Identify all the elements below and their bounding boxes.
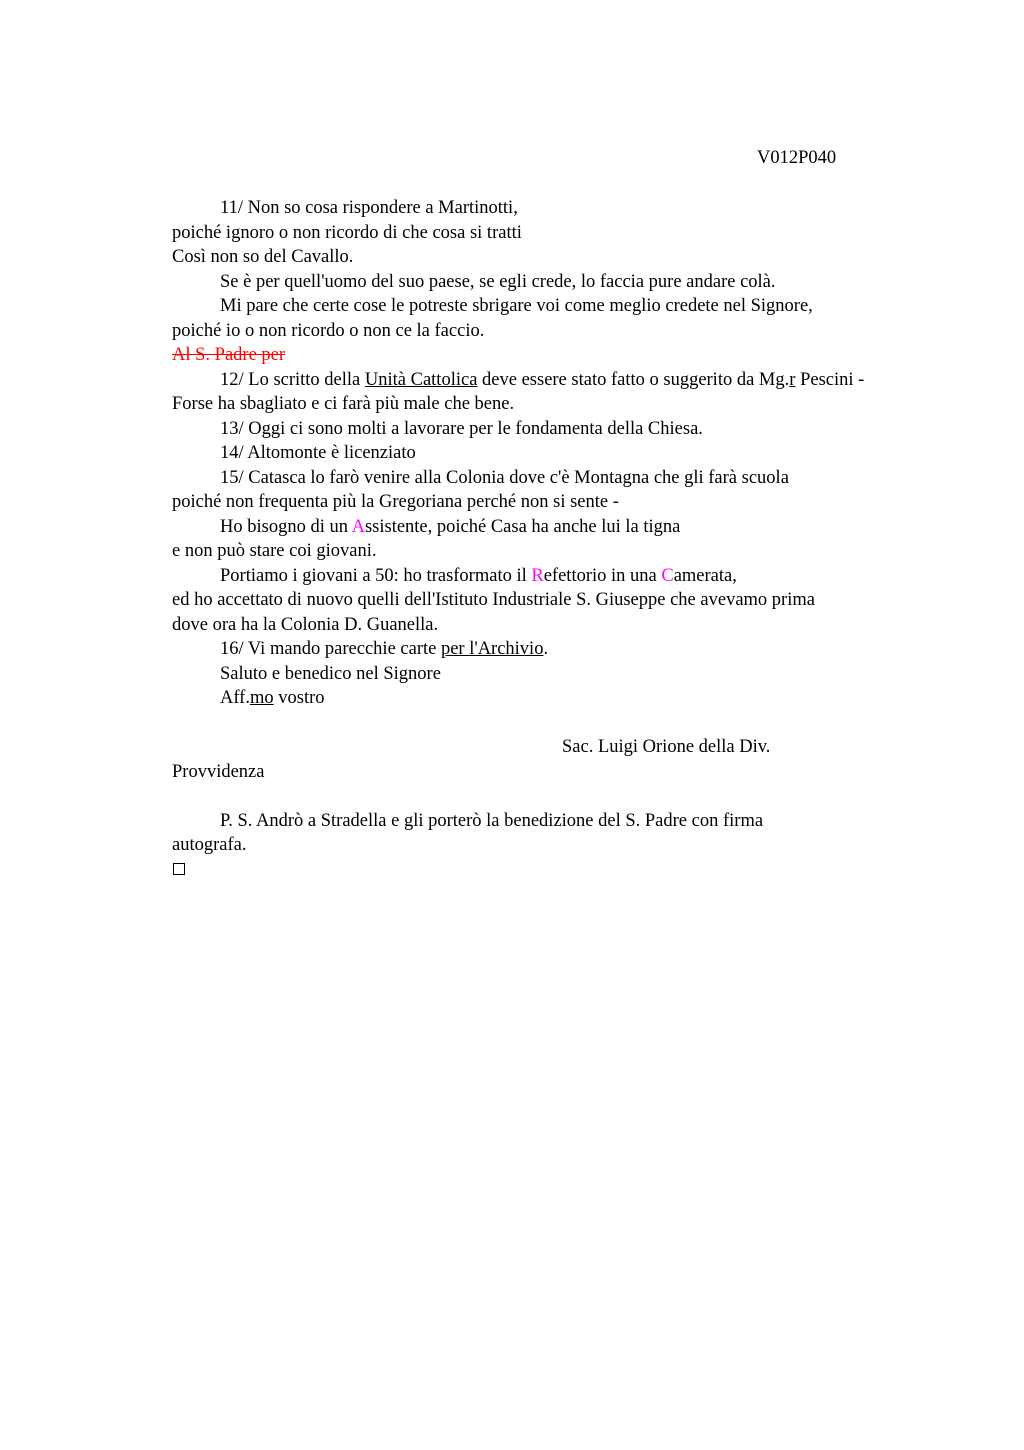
document-reference-code: V012P040 [757,148,837,168]
highlighted-letter: R [531,565,544,586]
item-15-line-4: e non può stare coi giovani. [172,541,377,561]
highlighted-letter: C [661,565,674,586]
item-12-line-2: Forse ha sbagliato e ci farà più male che bene. [172,394,515,414]
item-11-line-1: 11/ Non so cosa rispondere a Martinotti, [220,198,518,218]
item-13: 13/ Oggi ci sono molti a lavorare per le fondamenta della Chiesa. [220,418,703,439]
signature-line-2: Provvidenza [172,761,265,782]
item-15-l5-text-a: Portiamo i giovani a 50: ho trasformato il [220,565,532,586]
item-11-line-3: Così non so del Cavallo. [172,247,354,267]
postscript-line-1: P. S. Andrò a Stradella e gli porterò la benedizione del S. Padre con firma [220,810,764,831]
item-11-line-4: Se è per quell'uomo del suo paese, se egli crede, lo faccia pure andare colà. [220,271,776,292]
item-15-l5-text-b: efettorio in una [543,565,662,586]
postscript-line-2: autografa. [172,835,247,855]
underlined-per-larchivio: per l'Archivio [440,639,544,659]
letter-body [172,196,962,882]
item-15-line-1: 15/ Catasca lo farò venire alla Colonia dove c'è Montagna che gli farà scuola [220,467,789,488]
item-16-text-b: . [543,639,549,659]
item-11-line-2: poiché ignoro o non ricordo di che cosa si tratti [172,222,522,243]
end-marker [172,858,962,883]
item-16-text-a: 16/ Vi mando parecchie carte [220,639,441,659]
underlined-mo: mo [249,688,274,708]
closing-aff-text: Aff. [220,688,250,708]
underlined-unita-cattolica: Unità Cattolica [364,369,478,390]
item-12-text-c: Pescini - [795,369,865,390]
item-15-line-6: ed ho accettato di nuovo quelli dell'Istituto Industriale S. Giuseppe che avevamo prima [172,590,815,610]
highlighted-letter: A [351,516,365,537]
item-12-line-1 [172,368,962,393]
item-11-line-5: Mi pare che certe cose le potreste sbrigare voi come meglio credete nel Signore, [220,296,813,316]
item-15-line-7: dove ora ha la Colonia D. Guanella. [172,614,439,635]
underlined-superscript-r: r [789,369,796,390]
closing-vostro-text: vostro [273,688,325,708]
item-15-line-3 [172,515,962,540]
item-15-l5-text-c: amerata, [673,565,737,586]
item-15-l3-text-b: ssistente, poiché Casa ha anche lui la tigna [364,516,681,537]
signature-line-1: Sac. Luigi Orione della Div. [562,737,771,757]
item-15-line-5 [172,564,962,589]
item-15-line-2: poiché non frequenta più la Gregoriana perché non si sente - [172,492,619,512]
deleted-line [172,343,962,368]
blank-line [172,784,962,809]
item-16 [172,637,962,662]
item-14: 14/ Altomonte è licenziato [220,443,416,463]
closing-greeting: Saluto e benedico nel Signore [220,663,441,684]
item-12-text-a: 12/ Lo scritto della [220,369,365,390]
closing-affmo [172,686,962,711]
blank-line [172,711,962,736]
item-12-text-b: deve essere stato fatto o suggerito da Mg. [477,369,790,390]
square-box-icon [173,863,185,875]
item-15-l3-text-a: Ho bisogno di un [220,516,352,537]
strikethrough-text: Al S. Padre per [172,345,286,365]
item-11-line-6: poiché io o non ricordo o non ce la faccio. [172,320,485,341]
